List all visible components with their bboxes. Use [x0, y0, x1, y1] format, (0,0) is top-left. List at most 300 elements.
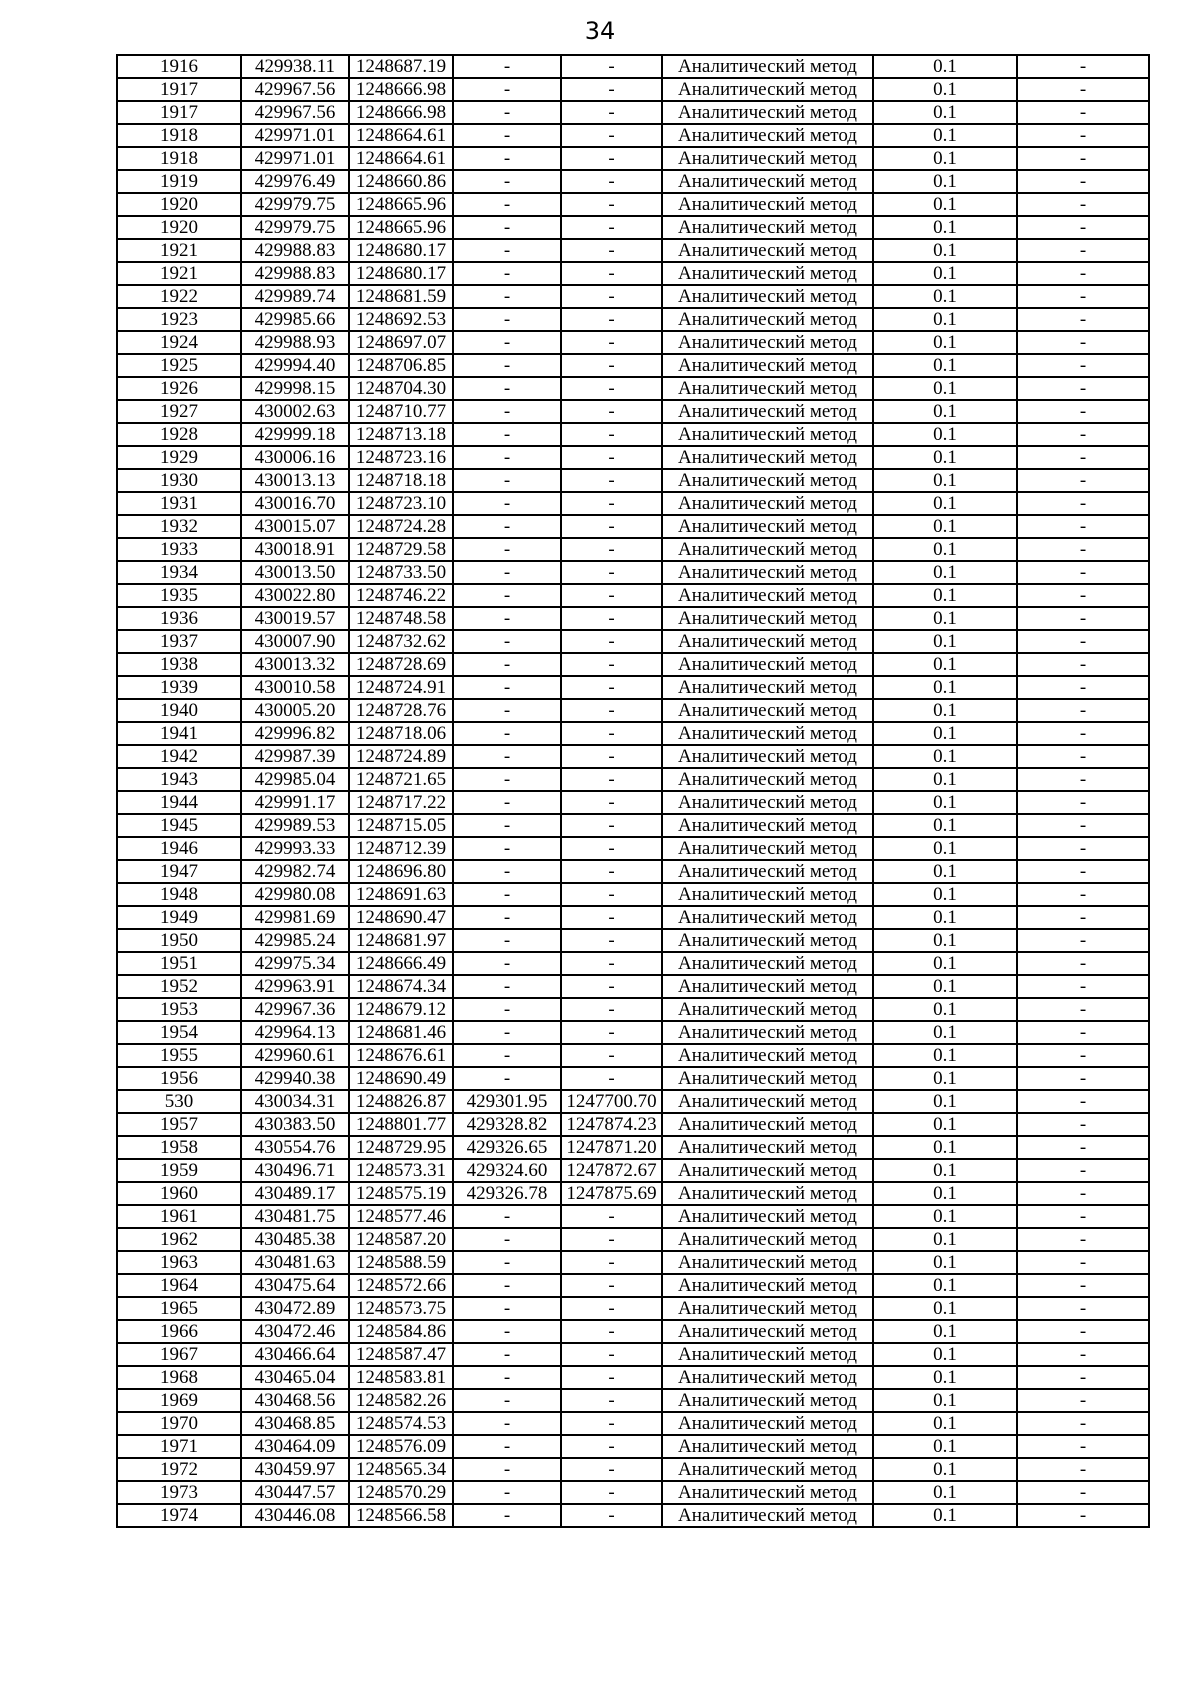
cell-method: Аналитический метод: [662, 78, 873, 101]
cell-note: -: [1017, 354, 1149, 377]
cell-x-coord-old: -: [453, 1320, 561, 1343]
cell-note: -: [1017, 55, 1149, 78]
cell-y-coord: 1248710.77: [349, 400, 453, 423]
cell-accuracy: 0.1: [873, 1297, 1017, 1320]
cell-accuracy: 0.1: [873, 147, 1017, 170]
cell-note: -: [1017, 124, 1149, 147]
cell-note: -: [1017, 1067, 1149, 1090]
cell-y-coord-old: -: [561, 469, 662, 492]
cell-y-coord-old: -: [561, 55, 662, 78]
cell-x-coord: 430005.20: [241, 699, 349, 722]
cell-x-coord-old: -: [453, 814, 561, 837]
cell-x-coord: 430465.04: [241, 1366, 349, 1389]
cell-y-coord: 1248679.12: [349, 998, 453, 1021]
cell-x-coord: 429996.82: [241, 722, 349, 745]
cell-x-coord: 429988.83: [241, 262, 349, 285]
cell-point-number: 1959: [117, 1159, 241, 1182]
cell-x-coord-old: -: [453, 492, 561, 515]
table-row: [117, 1458, 1149, 1481]
cell-accuracy: 0.1: [873, 699, 1017, 722]
table-row: [117, 1251, 1149, 1274]
cell-x-coord-old: -: [453, 975, 561, 998]
cell-point-number: 1948: [117, 883, 241, 906]
cell-x-coord: 430013.50: [241, 561, 349, 584]
cell-y-coord: 1248664.61: [349, 124, 453, 147]
cell-method: Аналитический метод: [662, 791, 873, 814]
cell-note: -: [1017, 929, 1149, 952]
cell-x-coord: 429985.66: [241, 308, 349, 331]
cell-method: Аналитический метод: [662, 630, 873, 653]
cell-accuracy: 0.1: [873, 124, 1017, 147]
table-row: [117, 814, 1149, 837]
cell-y-coord: 1248712.39: [349, 837, 453, 860]
cell-x-coord: 430007.90: [241, 630, 349, 653]
cell-y-coord-old: 1247700.70: [561, 1090, 662, 1113]
cell-note: -: [1017, 883, 1149, 906]
cell-x-coord: 430016.70: [241, 492, 349, 515]
cell-y-coord: 1248691.63: [349, 883, 453, 906]
cell-point-number: 1920: [117, 193, 241, 216]
cell-method: Аналитический метод: [662, 147, 873, 170]
cell-x-coord-old: -: [453, 1251, 561, 1274]
cell-y-coord-old: -: [561, 952, 662, 975]
table-row: [117, 1044, 1149, 1067]
cell-method: Аналитический метод: [662, 837, 873, 860]
cell-y-coord: 1248718.18: [349, 469, 453, 492]
cell-y-coord-old: -: [561, 584, 662, 607]
table-row: [117, 1113, 1149, 1136]
cell-y-coord: 1248566.58: [349, 1504, 453, 1527]
cell-point-number: 1920: [117, 216, 241, 239]
cell-accuracy: 0.1: [873, 1251, 1017, 1274]
cell-y-coord: 1248690.47: [349, 906, 453, 929]
table-row: [117, 1136, 1149, 1159]
cell-method: Аналитический метод: [662, 492, 873, 515]
cell-y-coord: 1248665.96: [349, 216, 453, 239]
cell-note: -: [1017, 837, 1149, 860]
table-row: [117, 699, 1149, 722]
cell-method: Аналитический метод: [662, 193, 873, 216]
table-row: [117, 515, 1149, 538]
table-row: [117, 1389, 1149, 1412]
table-row: [117, 354, 1149, 377]
cell-y-coord-old: -: [561, 975, 662, 998]
cell-x-coord: 429938.11: [241, 55, 349, 78]
cell-note: -: [1017, 860, 1149, 883]
table-row: [117, 653, 1149, 676]
cell-point-number: 1929: [117, 446, 241, 469]
cell-note: -: [1017, 561, 1149, 584]
cell-x-coord: 430018.91: [241, 538, 349, 561]
cell-note: -: [1017, 515, 1149, 538]
cell-accuracy: 0.1: [873, 768, 1017, 791]
cell-y-coord: 1248573.31: [349, 1159, 453, 1182]
cell-x-coord: 430468.85: [241, 1412, 349, 1435]
table-row: [117, 285, 1149, 308]
table-row: [117, 998, 1149, 1021]
cell-y-coord-old: -: [561, 285, 662, 308]
table-row: [117, 722, 1149, 745]
cell-accuracy: 0.1: [873, 308, 1017, 331]
table-row: [117, 745, 1149, 768]
cell-method: Аналитический метод: [662, 952, 873, 975]
cell-accuracy: 0.1: [873, 952, 1017, 975]
cell-x-coord-old: -: [453, 1067, 561, 1090]
cell-x-coord: 429940.38: [241, 1067, 349, 1090]
cell-y-coord-old: -: [561, 170, 662, 193]
cell-x-coord: 430464.09: [241, 1435, 349, 1458]
cell-x-coord: 429960.61: [241, 1044, 349, 1067]
cell-x-coord-old: -: [453, 791, 561, 814]
cell-x-coord: 430489.17: [241, 1182, 349, 1205]
table-row: [117, 1320, 1149, 1343]
table-row: [117, 1435, 1149, 1458]
cell-x-coord-old: -: [453, 515, 561, 538]
table-row: [117, 492, 1149, 515]
cell-y-coord-old: -: [561, 1504, 662, 1527]
cell-method: Аналитический метод: [662, 1274, 873, 1297]
table-row: [117, 78, 1149, 101]
table-row: [117, 193, 1149, 216]
cell-x-coord: 430466.64: [241, 1343, 349, 1366]
cell-note: -: [1017, 1412, 1149, 1435]
table-row: [117, 1067, 1149, 1090]
cell-point-number: 1960: [117, 1182, 241, 1205]
cell-x-coord-old: -: [453, 1504, 561, 1527]
cell-accuracy: 0.1: [873, 1228, 1017, 1251]
cell-y-coord-old: -: [561, 1366, 662, 1389]
cell-x-coord: 429967.56: [241, 101, 349, 124]
cell-y-coord-old: 1247872.67: [561, 1159, 662, 1182]
table-row: [117, 1228, 1149, 1251]
cell-y-coord-old: -: [561, 377, 662, 400]
cell-method: Аналитический метод: [662, 1366, 873, 1389]
cell-x-coord-old: -: [453, 1458, 561, 1481]
cell-method: Аналитический метод: [662, 699, 873, 722]
table-row: [117, 446, 1149, 469]
cell-method: Аналитический метод: [662, 469, 873, 492]
table-row: [117, 423, 1149, 446]
cell-method: Аналитический метод: [662, 653, 873, 676]
cell-accuracy: 0.1: [873, 837, 1017, 860]
cell-x-coord-old: -: [453, 1435, 561, 1458]
cell-y-coord: 1248572.66: [349, 1274, 453, 1297]
cell-note: -: [1017, 676, 1149, 699]
cell-x-coord: 429979.75: [241, 193, 349, 216]
cell-accuracy: 0.1: [873, 1044, 1017, 1067]
cell-method: Аналитический метод: [662, 1067, 873, 1090]
cell-y-coord: 1248692.53: [349, 308, 453, 331]
cell-y-coord-old: -: [561, 354, 662, 377]
cell-x-coord: 429989.74: [241, 285, 349, 308]
cell-x-coord: 429988.83: [241, 239, 349, 262]
table-row: [117, 1090, 1149, 1113]
cell-x-coord: 429971.01: [241, 124, 349, 147]
cell-note: -: [1017, 745, 1149, 768]
cell-x-coord-old: -: [453, 216, 561, 239]
cell-note: -: [1017, 607, 1149, 630]
cell-note: -: [1017, 377, 1149, 400]
cell-y-coord-old: -: [561, 1021, 662, 1044]
cell-accuracy: 0.1: [873, 55, 1017, 78]
cell-method: Аналитический метод: [662, 446, 873, 469]
cell-accuracy: 0.1: [873, 1366, 1017, 1389]
cell-y-coord: 1248721.65: [349, 768, 453, 791]
cell-y-coord: 1248723.10: [349, 492, 453, 515]
cell-accuracy: 0.1: [873, 653, 1017, 676]
cell-note: -: [1017, 1044, 1149, 1067]
cell-accuracy: 0.1: [873, 262, 1017, 285]
cell-y-coord: 1248826.87: [349, 1090, 453, 1113]
cell-method: Аналитический метод: [662, 331, 873, 354]
cell-y-coord: 1248570.29: [349, 1481, 453, 1504]
cell-point-number: 1972: [117, 1458, 241, 1481]
cell-y-coord-old: -: [561, 768, 662, 791]
cell-method: Аналитический метод: [662, 607, 873, 630]
cell-y-coord-old: -: [561, 308, 662, 331]
cell-x-coord: 430446.08: [241, 1504, 349, 1527]
cell-note: -: [1017, 216, 1149, 239]
cell-x-coord-old: -: [453, 285, 561, 308]
cell-point-number: 1935: [117, 584, 241, 607]
cell-x-coord-old: -: [453, 354, 561, 377]
cell-y-coord: 1248574.53: [349, 1412, 453, 1435]
cell-method: Аналитический метод: [662, 354, 873, 377]
table-row: [117, 929, 1149, 952]
cell-accuracy: 0.1: [873, 1182, 1017, 1205]
cell-accuracy: 0.1: [873, 607, 1017, 630]
table-row: [117, 630, 1149, 653]
cell-accuracy: 0.1: [873, 1481, 1017, 1504]
cell-point-number: 1945: [117, 814, 241, 837]
cell-x-coord: 430034.31: [241, 1090, 349, 1113]
cell-y-coord: 1248718.06: [349, 722, 453, 745]
cell-note: -: [1017, 1021, 1149, 1044]
cell-x-coord: 430022.80: [241, 584, 349, 607]
cell-x-coord-old: 429328.82: [453, 1113, 561, 1136]
cell-point-number: 1917: [117, 78, 241, 101]
table-row: [117, 860, 1149, 883]
table-row: [117, 676, 1149, 699]
cell-y-coord-old: -: [561, 1274, 662, 1297]
table-row: [117, 1297, 1149, 1320]
cell-accuracy: 0.1: [873, 492, 1017, 515]
cell-y-coord: 1248713.18: [349, 423, 453, 446]
cell-accuracy: 0.1: [873, 998, 1017, 1021]
cell-method: Аналитический метод: [662, 1228, 873, 1251]
cell-note: -: [1017, 722, 1149, 745]
cell-x-coord-old: -: [453, 538, 561, 561]
cell-method: Аналитический метод: [662, 1389, 873, 1412]
cell-y-coord-old: -: [561, 1251, 662, 1274]
table-row: [117, 1366, 1149, 1389]
cell-y-coord-old: -: [561, 653, 662, 676]
cell-note: -: [1017, 492, 1149, 515]
cell-y-coord: 1248724.89: [349, 745, 453, 768]
cell-x-coord: 430496.71: [241, 1159, 349, 1182]
cell-point-number: 1921: [117, 262, 241, 285]
cell-y-coord: 1248728.76: [349, 699, 453, 722]
cell-point-number: 1971: [117, 1435, 241, 1458]
cell-note: -: [1017, 1159, 1149, 1182]
cell-y-coord: 1248565.34: [349, 1458, 453, 1481]
cell-x-coord-old: 429326.65: [453, 1136, 561, 1159]
cell-accuracy: 0.1: [873, 929, 1017, 952]
cell-accuracy: 0.1: [873, 1320, 1017, 1343]
cell-method: Аналитический метод: [662, 101, 873, 124]
cell-method: Аналитический метод: [662, 1435, 873, 1458]
cell-y-coord-old: -: [561, 1320, 662, 1343]
cell-x-coord-old: -: [453, 331, 561, 354]
cell-note: -: [1017, 1343, 1149, 1366]
cell-x-coord: 429994.40: [241, 354, 349, 377]
table-row: [117, 469, 1149, 492]
page-number: 34: [584, 17, 616, 45]
cell-note: -: [1017, 308, 1149, 331]
cell-y-coord-old: -: [561, 676, 662, 699]
cell-accuracy: 0.1: [873, 722, 1017, 745]
cell-y-coord: 1248801.77: [349, 1113, 453, 1136]
cell-y-coord: 1248697.07: [349, 331, 453, 354]
cell-point-number: 1931: [117, 492, 241, 515]
cell-method: Аналитический метод: [662, 975, 873, 998]
cell-method: Аналитический метод: [662, 400, 873, 423]
cell-y-coord-old: -: [561, 1458, 662, 1481]
cell-method: Аналитический метод: [662, 1504, 873, 1527]
cell-x-coord-old: 429324.60: [453, 1159, 561, 1182]
cell-x-coord-old: -: [453, 469, 561, 492]
cell-x-coord-old: -: [453, 1274, 561, 1297]
cell-note: -: [1017, 400, 1149, 423]
cell-x-coord: 429988.93: [241, 331, 349, 354]
cell-note: -: [1017, 78, 1149, 101]
cell-y-coord-old: 1247875.69: [561, 1182, 662, 1205]
cell-x-coord-old: -: [453, 676, 561, 699]
cell-x-coord-old: -: [453, 423, 561, 446]
cell-y-coord-old: -: [561, 239, 662, 262]
table-row: [117, 538, 1149, 561]
cell-method: Аналитический метод: [662, 745, 873, 768]
cell-point-number: 1925: [117, 354, 241, 377]
cell-accuracy: 0.1: [873, 561, 1017, 584]
cell-note: -: [1017, 699, 1149, 722]
cell-accuracy: 0.1: [873, 1435, 1017, 1458]
cell-x-coord-old: -: [453, 952, 561, 975]
cell-method: Аналитический метод: [662, 1182, 873, 1205]
cell-point-number: 1950: [117, 929, 241, 952]
cell-point-number: 1919: [117, 170, 241, 193]
cell-note: -: [1017, 1090, 1149, 1113]
cell-note: -: [1017, 975, 1149, 998]
cell-accuracy: 0.1: [873, 78, 1017, 101]
cell-x-coord-old: -: [453, 584, 561, 607]
cell-y-coord: 1248582.26: [349, 1389, 453, 1412]
cell-note: -: [1017, 630, 1149, 653]
cell-point-number: 1930: [117, 469, 241, 492]
cell-x-coord-old: -: [453, 147, 561, 170]
cell-y-coord-old: -: [561, 837, 662, 860]
cell-y-coord: 1248681.59: [349, 285, 453, 308]
cell-accuracy: 0.1: [873, 1067, 1017, 1090]
cell-x-coord: 429989.53: [241, 814, 349, 837]
cell-accuracy: 0.1: [873, 1458, 1017, 1481]
table-row: [117, 837, 1149, 860]
cell-x-coord-old: -: [453, 1297, 561, 1320]
cell-x-coord-old: -: [453, 1228, 561, 1251]
cell-point-number: 1943: [117, 768, 241, 791]
cell-method: Аналитический метод: [662, 515, 873, 538]
cell-y-coord: 1248664.61: [349, 147, 453, 170]
cell-y-coord: 1248583.81: [349, 1366, 453, 1389]
table-row: [117, 768, 1149, 791]
cell-y-coord: 1248729.58: [349, 538, 453, 561]
cell-accuracy: 0.1: [873, 377, 1017, 400]
cell-y-coord: 1248724.91: [349, 676, 453, 699]
cell-x-coord-old: -: [453, 883, 561, 906]
cell-accuracy: 0.1: [873, 239, 1017, 262]
cell-note: -: [1017, 170, 1149, 193]
cell-method: Аналитический метод: [662, 1481, 873, 1504]
cell-point-number: 1939: [117, 676, 241, 699]
cell-note: -: [1017, 331, 1149, 354]
cell-x-coord: 429981.69: [241, 906, 349, 929]
cell-method: Аналитический метод: [662, 55, 873, 78]
cell-x-coord: 429976.49: [241, 170, 349, 193]
cell-y-coord-old: -: [561, 400, 662, 423]
cell-point-number: 1923: [117, 308, 241, 331]
cell-x-coord-old: -: [453, 170, 561, 193]
cell-method: Аналитический метод: [662, 1205, 873, 1228]
cell-y-coord-old: -: [561, 1435, 662, 1458]
table-row: [117, 101, 1149, 124]
cell-x-coord-old: -: [453, 699, 561, 722]
cell-x-coord-old: -: [453, 193, 561, 216]
cell-accuracy: 0.1: [873, 446, 1017, 469]
table-row: [117, 561, 1149, 584]
cell-point-number: 1927: [117, 400, 241, 423]
cell-note: -: [1017, 101, 1149, 124]
cell-point-number: 1942: [117, 745, 241, 768]
cell-point-number: 1936: [117, 607, 241, 630]
cell-method: Аналитический метод: [662, 929, 873, 952]
cell-note: -: [1017, 791, 1149, 814]
cell-note: -: [1017, 1297, 1149, 1320]
cell-y-coord-old: -: [561, 906, 662, 929]
cell-note: -: [1017, 147, 1149, 170]
cell-method: Аналитический метод: [662, 285, 873, 308]
table-row: [117, 1205, 1149, 1228]
cell-method: Аналитический метод: [662, 1113, 873, 1136]
cell-point-number: 1963: [117, 1251, 241, 1274]
cell-method: Аналитический метод: [662, 1044, 873, 1067]
cell-x-coord: 430447.57: [241, 1481, 349, 1504]
cell-x-coord: 429979.75: [241, 216, 349, 239]
cell-point-number: 1944: [117, 791, 241, 814]
table-row: [117, 55, 1149, 78]
table-row: [117, 1182, 1149, 1205]
cell-y-coord: 1248573.75: [349, 1297, 453, 1320]
cell-method: Аналитический метод: [662, 1021, 873, 1044]
cell-note: -: [1017, 423, 1149, 446]
cell-y-coord-old: -: [561, 1481, 662, 1504]
cell-x-coord-old: -: [453, 239, 561, 262]
cell-accuracy: 0.1: [873, 630, 1017, 653]
cell-accuracy: 0.1: [873, 676, 1017, 699]
cell-accuracy: 0.1: [873, 515, 1017, 538]
cell-accuracy: 0.1: [873, 469, 1017, 492]
cell-method: Аналитический метод: [662, 538, 873, 561]
cell-x-coord: 429963.91: [241, 975, 349, 998]
